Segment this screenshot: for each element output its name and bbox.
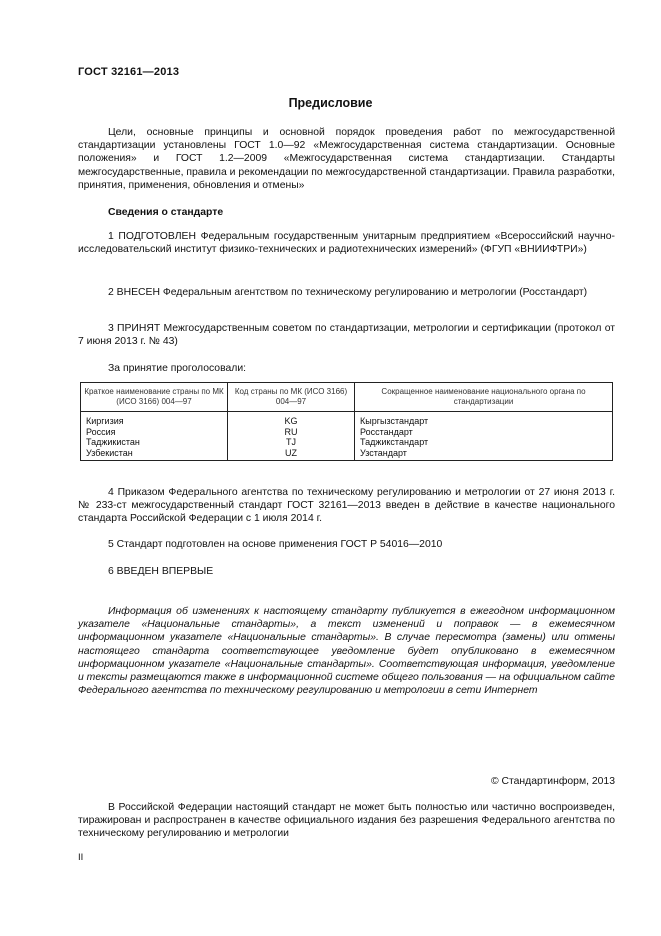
- voted-line: [78, 362, 615, 375]
- intro-paragraph: [78, 126, 615, 192]
- legal-notice-text: В Российской Федерации настоящий стандарт не может быть полностью или частично воспроизведен, тиражирован и распространен в качестве официального издания без разрешения Федерального агентства по техническому регулированию и метрологии: [78, 802, 615, 840]
- item-5: [78, 538, 615, 551]
- code-cell: RU: [228, 427, 355, 438]
- country-cell: Россия: [81, 427, 228, 438]
- country-cell: Киргизия: [81, 412, 228, 427]
- body-cell: Росстандарт: [355, 427, 613, 438]
- item-1-text: 1 ПОДГОТОВЛЕН Федеральным государственным унитарным предприятием «Всероссийский научно-исследовательский институт физико-технических и радиотехнических измерений» (ФГУП «ВНИИФТРИ»): [78, 231, 615, 256]
- code-cell: KG: [228, 412, 355, 427]
- section-title-text: Сведения о стандарте: [108, 207, 224, 218]
- table-row: [81, 448, 613, 461]
- item-3-text: 3 ПРИНЯТ Межгосударственным советом по стандартизации, метрологии и сертификации (протокол от 7 июня 2013 г. № 43): [78, 323, 615, 348]
- legal-notice: [78, 801, 615, 841]
- body-cell: Кыргызстандарт: [355, 412, 613, 427]
- item-4: [78, 486, 615, 526]
- item-5-text: 5 Стандарт подготовлен на основе применения ГОСТ Р 54016—2010: [108, 539, 443, 550]
- item-4-text: 4 Приказом Федерального агентства по техническому регулированию и метрологии от 27 июня 2013 г. № 233-ст межгосударственный стандарт ГОСТ 32161—2013 введен в действие в качестве национального стандарта Российской Федерации с 1 июля 2014 г.: [78, 487, 615, 525]
- item-2: [78, 286, 615, 299]
- item-2-text: 2 ВНЕСЕН Федеральным агентством по техническому регулированию и метрологии (Росстандарт): [108, 287, 588, 298]
- table-row: [81, 437, 613, 448]
- code-cell: UZ: [228, 448, 355, 461]
- table-row: [81, 412, 613, 427]
- voted-text: За принятие проголосовали:: [108, 363, 247, 374]
- item-6: [78, 565, 615, 578]
- item-6-text: 6 ВВЕДЕН ВПЕРВЫЕ: [108, 566, 214, 577]
- copyright: © Стандартинформ, 2013: [490, 776, 615, 787]
- country-cell: Узбекистан: [81, 448, 228, 461]
- page-number: II: [78, 852, 84, 863]
- table-header-code: Код страны по МК (ИСО 3166) 004—97: [228, 383, 355, 412]
- body-cell: Узстандарт: [355, 448, 613, 461]
- code-cell: TJ: [228, 437, 355, 448]
- voting-table: [80, 382, 613, 461]
- info-notice-text: Информация об изменениях к настоящему стандарту публикуется в ежегодном информационном указателе «Национальные стандарты», а текст изменений и поправок — в ежемесячном информационном указателе «Национальные стандарты». В случае пересмотра (замены) или отмены настоящего стандарта соответствующее уведомление будет опубликовано в ежемесячном информационном указателе «Национальные стандарты». Соответствующая информация, уведомление и тексты размещаются также в информационной системе общего пользования — на официальном сайте Федерального агентства по техническому регулированию и метрологии в сети Интернет: [78, 606, 615, 697]
- body-cell: Таджикстандарт: [355, 437, 613, 448]
- item-1: [78, 230, 615, 256]
- table-header-country: Краткое наименование страны по МК (ИСО 3166) 004—97: [81, 383, 228, 412]
- item-3: [78, 322, 615, 348]
- table-header-row: [81, 383, 613, 412]
- country-cell: Таджикистан: [81, 437, 228, 448]
- intro-text: Цели, основные принципы и основной порядок проведения работ по межгосударственной стандартизации установлены ГОСТ 1.0—92 «Межгосударственная система стандартизации. Основные положения» и ГОСТ 1.2—2009 «Межгосударственная система стандартизации. Стандарты межгосударственные, правила и рекомендации по межгосударственной стандартизации. Правила разработки, принятия, применения, обновления и отмены»: [78, 127, 615, 191]
- document-header: ГОСТ 32161—2013: [78, 66, 180, 78]
- table-row: [81, 427, 613, 438]
- section-title: [78, 206, 615, 219]
- info-notice: [78, 605, 615, 697]
- page-title: Предисловие: [288, 96, 373, 110]
- table-header-body: Сокращенное наименование национального органа по стандартизации: [355, 383, 613, 412]
